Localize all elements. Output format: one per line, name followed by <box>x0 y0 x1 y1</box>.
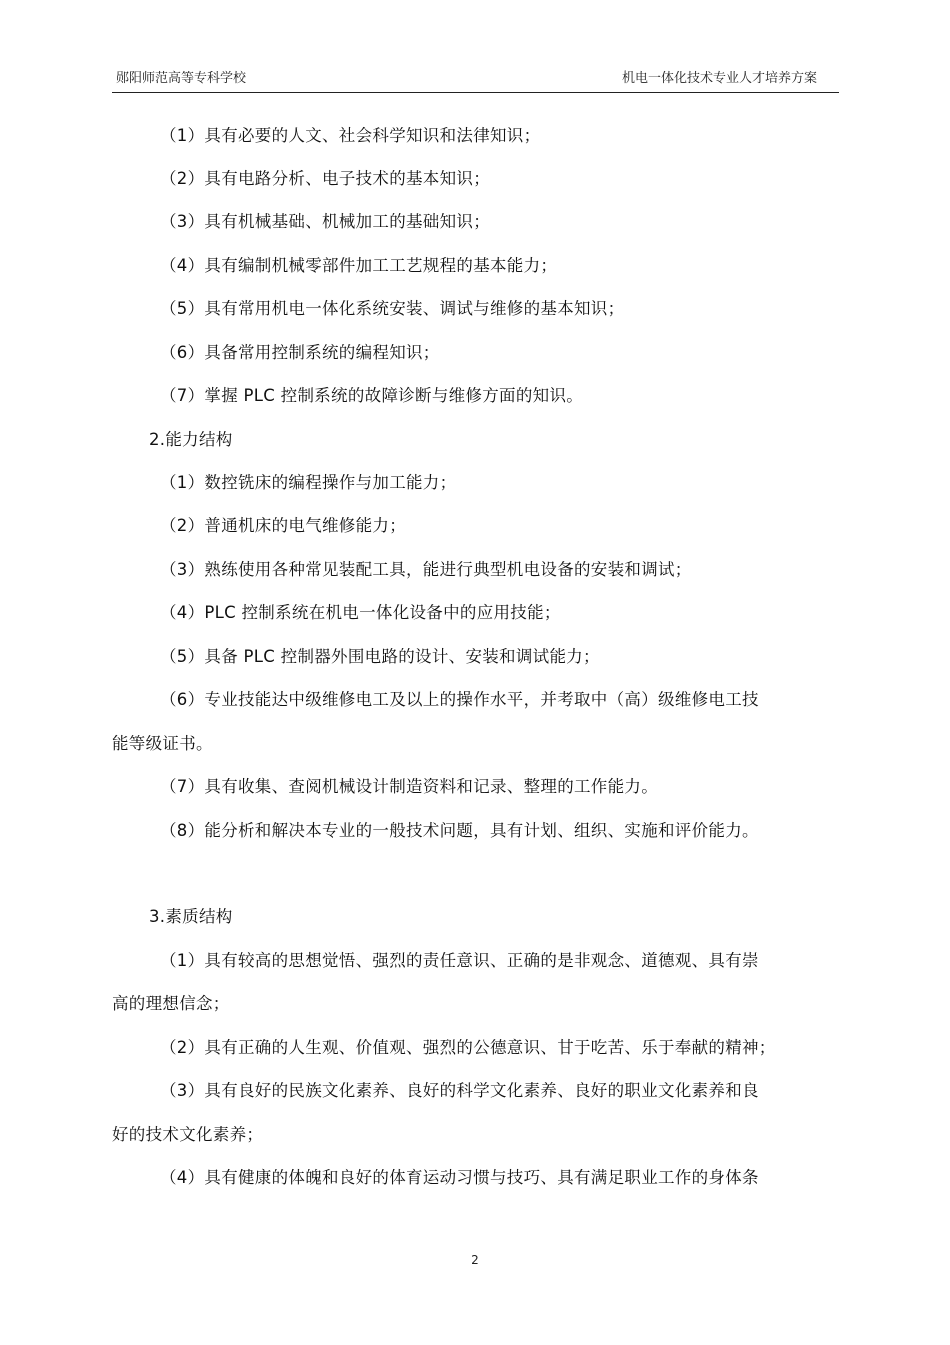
quality-item: （2）具有正确的人生观、价值观、强烈的公德意识、甘于吃苦、乐于奉献的精神； <box>160 1038 776 1057</box>
quality-item-continued: 高的理想信念； <box>112 994 230 1013</box>
page-header <box>112 62 839 93</box>
quality-item: （3）具有良好的民族文化素养、良好的科学文化素养、良好的职业文化素养和良 <box>160 1081 759 1100</box>
knowledge-item: （2）具有电路分析、电子技术的基本知识； <box>160 169 490 188</box>
ability-item: （3）熟练使用各种常见装配工具，能进行典型机电设备的安装和调试； <box>160 560 692 579</box>
knowledge-item: （4）具有编制机械零部件加工工艺规程的基本能力； <box>160 256 558 275</box>
knowledge-item: （7）掌握 PLC 控制系统的故障诊断与维修方面的知识。 <box>160 386 584 405</box>
ability-item: （1）数控铣床的编程操作与加工能力； <box>160 473 457 492</box>
ability-item: （6）专业技能达中级维修电工及以上的操作水平，并考取中（高）级维修电工技 <box>160 690 759 709</box>
ability-item: （8）能分析和解决本专业的一般技术问题，具有计划、组织、实施和评价能力。 <box>160 821 759 840</box>
quality-item: （1）具有较高的思想觉悟、强烈的责任意识、正确的是非观念、道德观、具有崇 <box>160 951 759 970</box>
knowledge-item: （6）具备常用控制系统的编程知识； <box>160 343 440 362</box>
section-heading-quality: 3.素质结构 <box>149 907 233 926</box>
knowledge-item: （3）具有机械基础、机械加工的基础知识； <box>160 212 490 231</box>
page-number: 2 <box>471 1253 479 1267</box>
ability-item: （5）具备 PLC 控制器外围电路的设计、安装和调试能力； <box>160 647 600 666</box>
quality-item-continued: 好的技术文化素养； <box>112 1125 264 1144</box>
section-heading-ability: 2.能力结构 <box>149 430 233 449</box>
quality-item: （4）具有健康的体魄和良好的体育运动习惯与技巧、具有满足职业工作的身体条 <box>160 1168 759 1187</box>
ability-item: （4）PLC 控制系统在机电一体化设备中的应用技能； <box>160 603 561 622</box>
knowledge-item: （5）具有常用机电一体化系统安装、调试与维修的基本知识； <box>160 299 625 318</box>
ability-item: （7）具有收集、查阅机械设计制造资料和记录、整理的工作能力。 <box>160 777 658 796</box>
ability-item-continued: 能等级证书。 <box>112 734 213 753</box>
document-title: 机电一体化技术专业人才培养方案 <box>621 71 817 86</box>
school-name: 郧阳师范高等专科学校 <box>116 71 247 86</box>
knowledge-item: （1）具有必要的人文、社会科学知识和法律知识； <box>160 126 541 145</box>
ability-item: （2）普通机床的电气维修能力； <box>160 516 406 535</box>
